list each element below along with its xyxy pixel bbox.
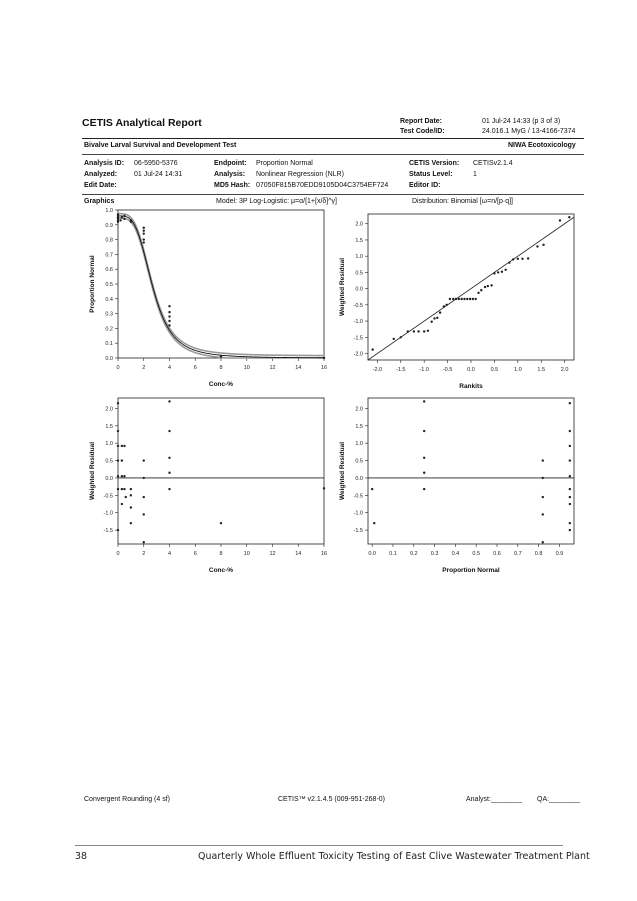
analysis-value: Nonlinear Regression (NLR) [256,171,344,178]
data-point [130,506,132,508]
data-point [117,430,119,432]
data-point [542,541,544,543]
data-point [569,529,571,531]
y-axis-label: Weighted Residual [339,441,346,501]
y-tick-label: 0.6 [105,267,113,274]
plot-frame [118,210,324,358]
data-point [455,298,457,300]
y-tick-label: -0.5 [103,493,113,500]
x-tick-label: 8 [219,365,223,371]
data-point [168,457,170,459]
x-axis-label: Rankits [459,383,483,390]
data-point [569,488,571,490]
y-tick-label: 0.9 [105,222,113,229]
data-point [393,338,395,340]
y-tick-label: 0.2 [105,326,113,333]
data-point [569,445,571,447]
section-divider [82,154,584,155]
data-point [508,261,510,263]
data-point [400,336,402,338]
data-point [569,402,571,404]
x-tick-label: 0.0 [368,551,376,557]
x-tick-label: 0.5 [472,551,481,557]
x-tick-label: 2 [142,365,146,371]
y-tick-label: -0.5 [353,493,363,500]
data-point [117,445,119,447]
y-tick-label: 1.5 [355,237,363,244]
graphics-label: Graphics [84,198,115,205]
footer-divider [75,845,563,846]
data-point [123,215,125,217]
report-title: CETIS Analytical Report [82,117,202,129]
x-tick-label: -1.0 [419,367,429,373]
x-tick-label: -1.5 [396,367,406,373]
data-point [439,311,441,313]
data-point [493,272,495,274]
data-point [121,503,123,505]
data-point [423,472,425,474]
data-point [143,541,145,543]
data-point [168,305,170,307]
header-divider [82,138,584,139]
cetis-version-value: CETISv2.1.4 [473,160,513,167]
plot-frame [368,214,574,360]
data-point [460,298,462,300]
data-point [497,271,499,273]
data-point [504,269,506,271]
x-tick-label: 1.5 [537,367,546,373]
x-tick-label: 4 [167,365,172,371]
data-point [463,298,465,300]
y-tick-label: 0.4 [105,296,113,303]
data-point [569,503,571,505]
y-tick-label: -2.0 [353,351,363,358]
data-point [433,317,435,319]
data-point [569,430,571,432]
data-point [123,218,125,220]
rounding-note: Convergent Rounding (4 sf) [84,796,170,803]
data-point [436,317,438,319]
data-point [542,513,544,515]
data-point [501,271,503,273]
data-point [143,513,145,515]
data-point [125,496,127,498]
x-tick-label: 2 [142,551,146,557]
y-tick-label: 0.7 [105,252,113,259]
data-point [220,355,222,357]
data-point [117,475,119,477]
info-divider [82,194,584,195]
y-tick-label: 0.0 [355,286,363,293]
distribution-text: Distribution: Binomial [ω=n/[p·q]] [412,198,513,205]
y-tick-label: 0.3 [105,311,113,318]
x-tick-label: -0.5 [442,367,453,373]
x-tick-label: 10 [243,551,250,557]
data-point [423,400,425,402]
test-code-value: 24.016.1 MyG / 13-4166-7374 [482,128,576,135]
x-tick-label: 0.0 [467,367,475,373]
data-point [117,488,119,490]
y-tick-label: -1.5 [353,528,363,535]
confidence-band-upper [118,214,324,356]
y-tick-label: 1.5 [355,423,363,430]
data-point [143,238,145,240]
data-point [323,487,325,489]
data-point [469,298,471,300]
lab-name: NIWA Ecotoxicology [508,142,576,149]
endpoint-label: Endpoint: [214,160,247,167]
chart-concentration-response [84,206,334,396]
y-tick-label: 2.0 [355,221,363,228]
data-point [143,241,145,243]
x-tick-label: 12 [269,551,276,557]
y-tick-label: 1.0 [355,441,363,448]
x-tick-label: 16 [320,365,328,371]
y-tick-label: 0.5 [105,458,113,465]
x-axis-label: Conc-% [208,567,234,574]
data-point [536,245,538,247]
data-point [542,459,544,461]
y-tick-label: -1.0 [353,319,363,326]
x-tick-label: 16 [320,551,328,557]
x-tick-label: 0.8 [534,551,543,557]
data-point [449,298,451,300]
data-point [143,232,145,234]
data-point [512,258,514,260]
data-point [123,445,125,447]
x-tick-label: 0.3 [430,551,439,557]
data-point [417,330,419,332]
data-point [117,213,119,215]
data-point [487,285,489,287]
data-point [542,496,544,498]
y-tick-label: 1.0 [355,254,363,261]
data-point [423,330,425,332]
data-point [542,244,544,246]
data-point [117,402,119,404]
data-point [569,522,571,524]
x-tick-label: 6 [193,551,197,557]
data-point [123,488,125,490]
data-point [130,494,132,496]
analyst-field: Analyst:________ [466,796,523,803]
data-point [130,221,132,223]
cetis-version-note: CETIS™ v2.1.4.5 (009-951-268-0) [278,796,385,803]
data-point [168,311,170,313]
page-number: 38 [75,851,88,862]
report-date-label: Report Date: [400,118,443,125]
x-tick-label: 14 [295,365,302,371]
data-point [143,459,145,461]
status-level-value: 1 [473,171,477,178]
x-tick-label: 14 [295,551,302,557]
y-tick-label: 0.0 [105,356,113,362]
model-text: Model: 3P Log-Logistic: μ=α/[1+[x/δ]^γ] [216,198,337,205]
data-point [121,475,123,477]
y-tick-label: 0.5 [105,282,113,288]
x-tick-label: 8 [219,551,223,557]
y-tick-label: -1.5 [353,335,363,342]
data-point [542,477,544,479]
data-point [373,522,375,524]
md5-label: MD5 Hash: [214,182,251,189]
data-point [123,475,125,477]
data-point [168,400,170,402]
status-level-label: Status Level: [409,171,453,178]
data-point [472,298,474,300]
footer-title: Quarterly Whole Effluent Toxicity Testing of East Clive Wastewater Treatment Plant [198,851,590,862]
y-axis-label: Weighted Residual [89,441,96,501]
x-tick-label: 0.9 [555,551,564,557]
y-tick-label: 0.1 [105,341,113,348]
x-tick-label: 0.4 [451,551,460,557]
data-point [423,430,425,432]
data-point [569,475,571,477]
y-tick-label: 0.8 [105,237,113,244]
data-point [474,298,476,300]
md5-value: 07050F815B70EDD9105D04C3754EF724 [256,182,389,189]
data-point [117,221,119,223]
test-code-label: Test Code/ID: [400,128,445,135]
data-point [323,357,325,359]
data-point [430,321,432,323]
data-point [527,257,529,259]
analyzed-value: 01 Jul-24 14:31 [134,171,183,178]
x-axis-label: Conc-% [208,381,234,388]
y-axis-label: Proportion Normal [89,255,96,313]
data-point [143,496,145,498]
data-point [143,227,145,229]
x-tick-label: 0.2 [409,551,418,557]
data-point [168,315,170,317]
data-point [490,284,492,286]
x-tick-label: 0 [116,551,120,557]
endpoint-value: Proportion Normal [256,160,313,167]
data-point [517,258,519,260]
data-point [143,230,145,232]
data-point [569,459,571,461]
chart-qq-residuals [336,206,586,396]
x-tick-label: 0.5 [490,367,499,373]
y-tick-label: 0.0 [105,475,113,482]
data-point [423,488,425,490]
fitted-curve [118,216,324,358]
normal-reference-line [368,217,574,360]
analysis-id-value: 06-5950-5376 [134,160,178,167]
data-point [121,488,123,490]
data-point [371,348,373,350]
data-point [168,488,170,490]
cetis-version-label: CETIS Version: [409,160,460,167]
editor-id-label: Editor ID: [409,182,441,189]
data-point [466,298,468,300]
data-point [121,216,123,218]
data-point [407,330,409,332]
data-point [220,522,222,524]
plot-frame [368,398,574,544]
data-point [480,289,482,291]
data-point [130,488,132,490]
data-point [168,430,170,432]
data-point [168,472,170,474]
x-axis-label: Proportion Normal [442,567,500,574]
data-point [143,477,145,479]
data-point [484,286,486,288]
x-tick-label: 10 [243,365,250,371]
x-tick-label: 1.0 [513,367,522,373]
x-tick-label: -2.0 [372,367,383,373]
confidence-band-lower [118,218,324,358]
y-tick-label: -0.5 [353,302,363,309]
y-tick-label: 0.5 [355,270,363,277]
data-point [458,298,460,300]
data-point [521,258,523,260]
y-tick-label: 0.0 [355,475,363,482]
data-point [452,298,454,300]
data-point [168,324,170,326]
data-point [117,529,119,531]
y-tick-label: -1.0 [103,510,113,517]
data-point [121,459,123,461]
analyzed-label: Analyzed: [84,171,118,178]
data-point [371,488,373,490]
y-tick-label: 1.5 [105,423,113,430]
data-point [423,457,425,459]
data-point [477,292,479,294]
edit-date-label: Edit Date: [84,182,117,189]
test-name: Bivalve Larval Survival and Development Test [84,142,237,149]
analysis-id-label: Analysis ID: [84,160,125,167]
data-point [117,459,119,461]
data-point [130,522,132,524]
x-tick-label: 4 [167,551,172,557]
report-date-value: 01 Jul-24 14:33 (p 3 of 3) [482,118,561,125]
data-point [443,305,445,307]
data-point [559,219,561,221]
y-tick-label: 2.0 [355,406,363,413]
qa-field: QA:________ [537,796,581,803]
data-point [121,445,123,447]
chart-residuals-vs-proportion [336,394,586,576]
x-tick-label: 12 [269,365,276,371]
x-tick-label: 0.1 [389,551,397,557]
y-tick-label: -1.0 [353,510,363,517]
x-tick-label: 0.6 [493,551,501,557]
data-point [569,496,571,498]
x-tick-label: 6 [193,365,197,371]
analysis-label: Analysis: [214,171,246,178]
data-point [168,320,170,322]
data-point [413,330,415,332]
y-tick-label: 1.0 [105,441,113,448]
y-tick-label: 1.0 [105,208,113,214]
y-axis-label: Weighted Residual [339,257,346,317]
data-point [427,330,429,332]
y-tick-label: 2.0 [105,406,113,413]
x-tick-label: 0 [116,365,120,371]
data-point [445,304,447,306]
data-point [568,216,570,218]
data-point [119,219,121,221]
y-tick-label: -1.5 [103,528,113,535]
x-tick-label: 0.7 [513,551,522,557]
chart-residuals-vs-conc [84,394,334,576]
y-tick-label: 0.5 [355,458,363,465]
data-point [117,216,119,218]
x-tick-label: 2.0 [560,367,569,373]
